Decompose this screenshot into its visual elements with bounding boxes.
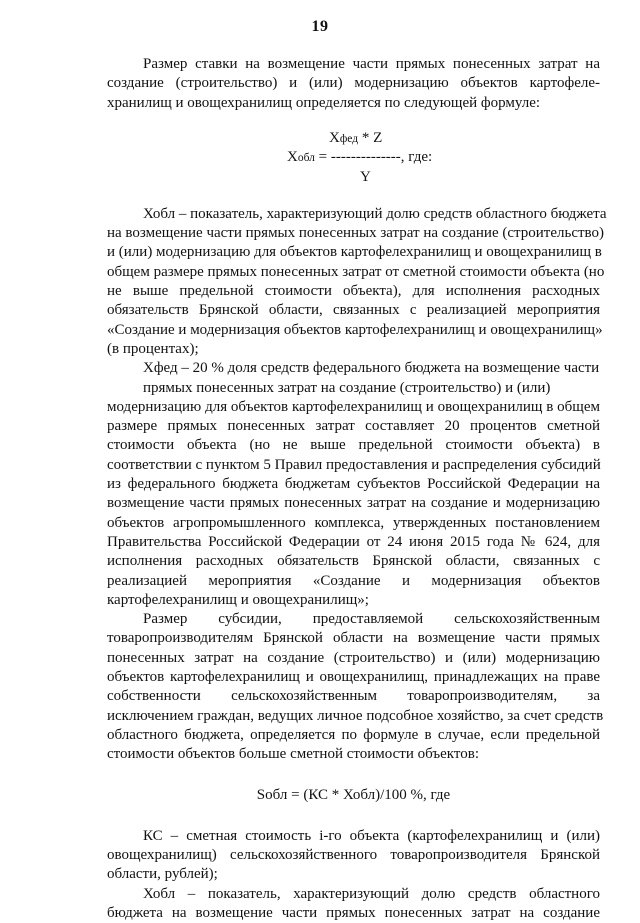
text-line: исключением граждан, ведущих личное подсобное хозяйство, за счет средств [107,707,604,724]
paragraph-rate-intro [107,55,600,113]
text-line: Размер субсидии, предоставляемой сельскохозяйственным [143,611,600,628]
text-line: на возмещение части прямых понесенных затрат на создание (строительство) [107,225,605,242]
text-line: создание (строительство) и (или) модернизацию объектов картофеле- [107,75,600,92]
text-line: понесенных затрат на создание (строительство) и (или) модернизацию [107,649,600,666]
text-line: обязательств Брянской области, связанных с реализацией мероприятия [107,302,600,319]
text-line: соответствии с пунктом 5 Правил предоставления и распределения субсидий [107,456,601,473]
text-line: хранилищ и овощехранилищ определяется по следующей формуле: [107,94,541,111]
document-body [107,55,607,923]
text-line: Правительства Российской Федерации от 24 июня 2015 года № 624, для [107,533,600,550]
text-line: объектов картофелехранилищ и овощехранилищ, принадлежащих на праве [107,669,600,686]
text-line: (в процентах); [107,340,199,357]
text-line: КС – сметная стоимость i-го объекта (картофелехранилищ и (или) [143,827,600,844]
text-line: из федерального бюджета бюджетам субъектов Российской Федерации на [107,476,600,493]
text-line: области, рублей); [107,866,218,883]
paragraph-x-obl-definition-2 [107,885,600,923]
formula-lhs: Хобл = --------------, где: [287,148,433,165]
formula-denominator: Y [360,168,371,185]
text-line: Хобл – показатель, характеризующий долю средств областного бюджета [143,205,607,222]
text-line: стоимости объектов больше сметной стоимости объектов: [107,746,480,763]
text-line: стоимости объекта (но не выше предельной стоимости объекта) в [107,437,600,454]
paragraph-ks-definition [107,827,600,885]
text-line: Размер ставки на возмещение части прямых понесенных затрат на [143,56,600,72]
page-number: 19 [311,18,329,35]
text-line: собственности сельскохозяйственным товаропроизводителям, за [107,688,600,705]
text-line: общем размере прямых понесенных затрат от сметной стоимости объекта (но [107,263,605,280]
text-line: объектов агропромышленного комплекса, утвержденных постановлением [107,514,600,531]
formula-rate [107,121,600,189]
formula-numerator: Хфед * Z [329,129,383,146]
text-line: «Создание и модернизация объектов картофелехранилищ и овощехранилищ» [107,321,603,338]
paragraph-x-obl-definition [107,205,607,359]
text-line: овощехранилищ) сельскохозяйственного товаропроизводителя Брянской [107,847,600,864]
text-line: прямых понесенных затрат на создание (строительство) и (или) [143,379,551,396]
text-line: и (или) модернизацию для объектов картофелехранилищ и овощехранилищ в [107,244,602,261]
text-line: картофелехранилищ и овощехранилищ»; [107,591,369,608]
text-line: исполнения расходных обязательств Брянской области, связанных с [107,553,600,570]
paragraph-x-fed-definition [107,359,600,610]
formula-subsidy: Sобл = (КС * Хобл)/100 %, где [256,786,451,803]
text-line: не выше предельной стоимости объекта), для исполнения расходных [107,283,600,300]
text-line: модернизацию для объектов картофелехранилищ и овощехранилищ в общем [107,398,600,415]
text-line: товаропроизводителям Брянской области на возмещение части прямых [107,630,600,647]
text-line: реализацией мероприятия «Создание и модернизация объектов [107,572,600,589]
text-line: Хобл – показатель, характеризующий долю средств областного [143,885,600,902]
text-line: бюджета на возмещение части прямых понесенных затрат на создание [107,904,600,921]
paragraph-subsidy-size [107,610,604,764]
text-line: Хфед – 20 % доля средств федерального бюджета на возмещение части [143,360,600,377]
text-line: размере прямых понесенных затрат составляет 20 процентов сметной [107,418,600,435]
text-line: возмещение части прямых понесенных затрат на создание и модернизацию [107,495,600,512]
text-line: областного бюджета, определяется по формуле в случае, если предельной [107,726,600,743]
